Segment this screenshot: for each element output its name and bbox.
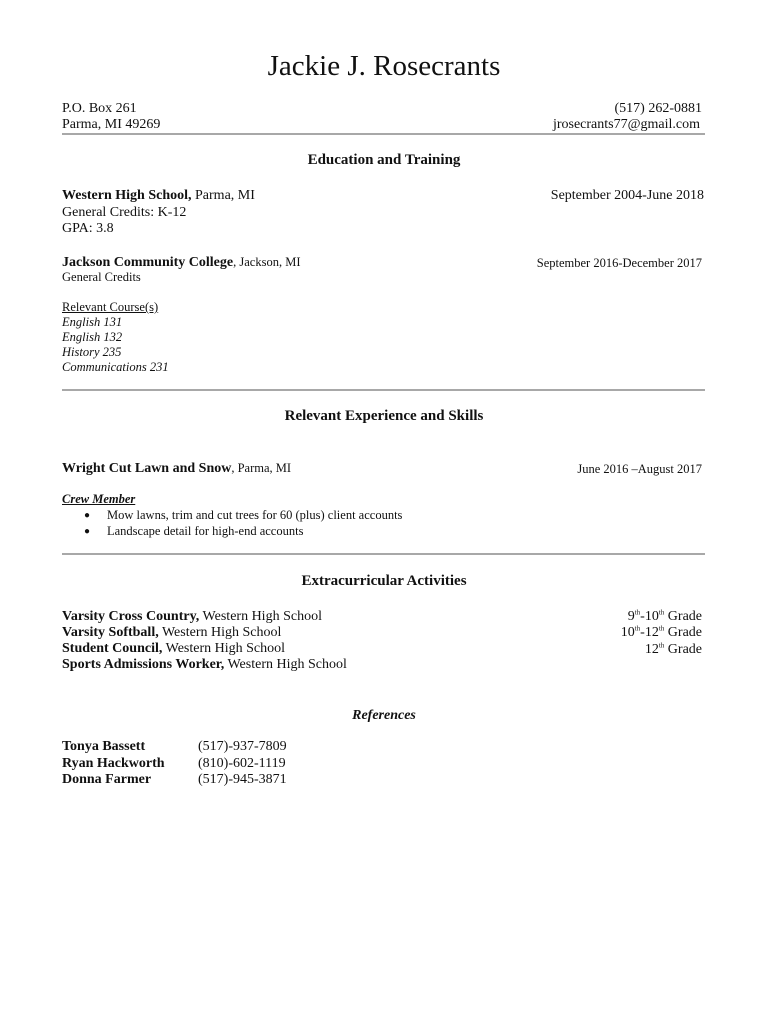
employer-line: [62, 461, 291, 477]
divider: [62, 389, 705, 391]
activity-row: [62, 641, 285, 657]
course-item: English 132: [62, 330, 123, 344]
bullet-icon: ●: [84, 526, 91, 537]
courses-label: Relevant Course(s): [62, 300, 159, 314]
school2-dates: September 2016-December 2017: [536, 256, 702, 270]
activity-place: Western High School: [224, 657, 347, 672]
reference-name: Donna Farmer: [62, 772, 152, 787]
bullet-item: Landscape detail for high-end accounts: [107, 524, 304, 538]
divider: [62, 133, 705, 135]
reference-phone: (517)-945-3871: [198, 772, 287, 787]
reference-phone: (517)-937-7809: [198, 739, 287, 754]
reference-phone: (810)-602-1119: [198, 756, 286, 771]
course-item: English 131: [62, 315, 123, 329]
activity-row: [62, 657, 347, 673]
activity-title: Varsity Softball,: [62, 625, 159, 640]
divider: [62, 553, 705, 555]
email-address: jrosecrants77@gmail.com: [552, 117, 700, 132]
job-role: Crew Member: [62, 492, 136, 506]
school1-name: Western High School,: [62, 188, 192, 203]
activity-title: Sports Admissions Worker,: [62, 657, 225, 672]
activity-row: [62, 609, 322, 625]
activity-title: Varsity Cross Country,: [62, 609, 200, 624]
references-heading: References: [352, 708, 416, 723]
course-item: Communications 231: [62, 360, 169, 374]
school1-dates: September 2004-June 2018: [550, 188, 704, 203]
reference-name: Ryan Hackworth: [62, 756, 165, 771]
employer-location: , Parma, MI: [231, 461, 292, 475]
school1-line: [62, 188, 255, 204]
activity-grade: 12th Grade: [644, 641, 702, 657]
school1-location: Parma, MI: [191, 188, 255, 203]
activity-place: Western High School: [199, 609, 322, 624]
activity-title: Student Council,: [62, 641, 163, 656]
employer-name: Wright Cut Lawn and Snow: [62, 461, 232, 476]
bullet-item: Mow lawns, trim and cut trees for 60 (plus) client accounts: [107, 508, 403, 522]
experience-heading: Relevant Experience and Skills: [284, 408, 484, 424]
activity-grade: 10th-12th Grade: [620, 624, 702, 640]
activity-grade: 9th-10th Grade: [627, 608, 702, 624]
bullet-icon: ●: [84, 510, 91, 521]
resume-name: Jackie J. Rosecrants: [267, 50, 501, 82]
employer-dates: June 2016 –August 2017: [577, 462, 702, 476]
reference-name: Tonya Bassett: [62, 739, 146, 754]
activity-row: [62, 625, 281, 641]
address-line-2: Parma, MI 49269: [62, 117, 161, 132]
school2-location: , Jackson, MI: [233, 255, 301, 269]
address-line-1: P.O. Box 261: [62, 101, 137, 116]
education-heading: Education and Training: [307, 152, 461, 168]
school1-credits: General Credits: K-12: [62, 205, 187, 220]
school1-gpa: GPA: 3.8: [62, 221, 114, 236]
school2-name: Jackson Community College: [62, 255, 234, 270]
phone-number: (517) 262-0881: [614, 101, 702, 116]
school2-line: [62, 255, 300, 271]
activities-heading: Extracurricular Activities: [301, 573, 467, 589]
activity-place: Western High School: [162, 641, 286, 656]
school2-credits: General Credits: [62, 270, 141, 284]
course-item: History 235: [62, 345, 122, 359]
activity-place: Western High School: [158, 625, 282, 640]
